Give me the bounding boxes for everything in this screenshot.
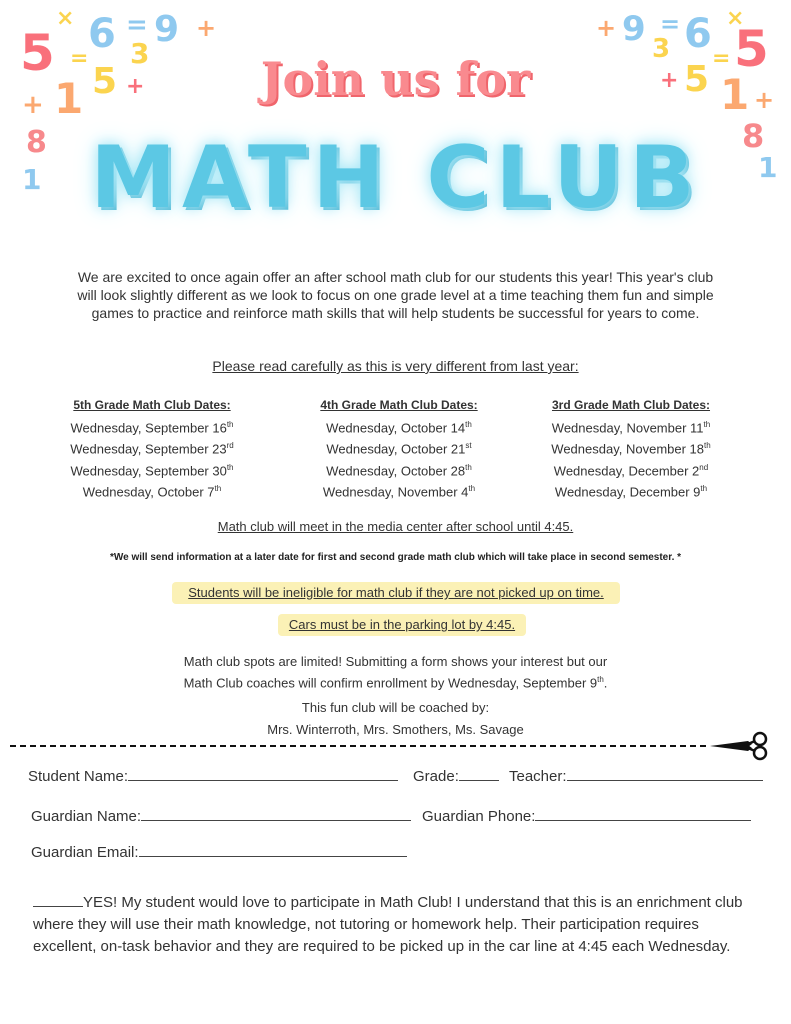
parking-warning: Cars must be in the parking lot by 4:45. bbox=[278, 614, 526, 636]
deco-digit: 5 bbox=[20, 24, 55, 82]
deco-digit: = bbox=[660, 10, 681, 38]
agreement-paragraph bbox=[33, 892, 763, 958]
deco-digit: 5 bbox=[684, 59, 710, 100]
deco-digit: 6 bbox=[684, 11, 712, 57]
schedule-date: Wednesday, September 23rd bbox=[70, 441, 234, 457]
grade-blank[interactable] bbox=[459, 766, 499, 781]
deco-digit: + bbox=[754, 86, 775, 114]
deco-digit: 5 bbox=[734, 20, 769, 78]
pickup-warning: Students will be ineligible for math club if they are not picked up on time. bbox=[172, 582, 620, 604]
coached-by-label: This fun club will be coached by: bbox=[301, 700, 490, 715]
deco-digit: × bbox=[726, 6, 745, 31]
schedule-date: Wednesday, October 14th bbox=[326, 420, 472, 436]
spots-limited bbox=[0, 653, 791, 692]
deco-digit: + bbox=[660, 68, 679, 93]
spots-limited-line2: Math Club coaches will confirm enrollment by Wednesday, September 9th. bbox=[183, 675, 608, 691]
guardian-name-field[interactable] bbox=[31, 806, 411, 825]
schedule-date: Wednesday, November 11th bbox=[551, 420, 711, 436]
schedule-date: Wednesday, November 4th bbox=[322, 483, 476, 500]
agreement-initial-blank[interactable] bbox=[33, 892, 83, 907]
guardian-name-label: Guardian Name: bbox=[31, 808, 142, 825]
guardian-phone-label: Guardian Phone: bbox=[422, 808, 536, 825]
guardian-email-blank[interactable] bbox=[139, 842, 407, 857]
coaches-names: Mrs. Winterroth, Mrs. Smothers, Ms. Savage bbox=[267, 722, 524, 737]
grade-field[interactable] bbox=[413, 766, 499, 785]
deco-digit: 8 bbox=[742, 117, 765, 155]
title-join-us: Join us for bbox=[260, 52, 531, 106]
guardian-email-label: Guardian Email: bbox=[31, 844, 139, 861]
spots-limited-line1: Math club spots are limited! Submitting a form shows your interest but our bbox=[183, 654, 608, 669]
guardian-email-field[interactable] bbox=[31, 842, 407, 861]
deco-digit: 5 bbox=[92, 61, 118, 102]
schedule-heading: 4th Grade Math Club Dates: bbox=[320, 398, 478, 412]
schedule-date: Wednesday, October 28th bbox=[326, 462, 472, 478]
schedule-date: Wednesday, October 7th bbox=[82, 483, 222, 500]
schedule-date: Wednesday, December 9th bbox=[554, 483, 708, 500]
please-read-note: Please read carefully as this is very different from last year: bbox=[212, 358, 579, 374]
scissors-icon bbox=[708, 731, 772, 761]
title-math-club: MATH CLUB bbox=[90, 128, 701, 228]
deco-digit: = bbox=[712, 46, 731, 71]
deco-digit: 1 bbox=[22, 163, 42, 196]
deco-digit: 9 bbox=[154, 9, 180, 50]
teacher-blank[interactable] bbox=[567, 766, 763, 781]
student-name-label: Student Name: bbox=[28, 768, 129, 785]
deco-digit: 3 bbox=[130, 37, 150, 70]
schedule-date: Wednesday, December 2nd bbox=[553, 462, 709, 478]
semester-note: *We will send information at a later date for first and second grade math club which will take place in second semester. * bbox=[109, 552, 682, 563]
student-name-field[interactable] bbox=[28, 766, 398, 785]
student-name-blank[interactable] bbox=[128, 766, 398, 781]
schedule-4th-grade bbox=[310, 398, 488, 501]
schedule-heading: 3rd Grade Math Club Dates: bbox=[551, 398, 711, 412]
meeting-location: Math club will meet in the media center after school until 4:45. bbox=[217, 519, 574, 534]
guardian-name-blank[interactable] bbox=[141, 806, 411, 821]
schedule-5th-grade bbox=[62, 398, 242, 501]
teacher-field[interactable] bbox=[509, 766, 763, 785]
teacher-label: Teacher: bbox=[509, 768, 567, 785]
schedule-3rd-grade bbox=[540, 398, 722, 501]
deco-digit: + bbox=[126, 74, 145, 99]
schedule-date: Wednesday, November 18th bbox=[551, 441, 711, 457]
schedule-date: Wednesday, September 16th bbox=[70, 420, 234, 436]
deco-digit: 6 bbox=[88, 11, 116, 57]
deco-digit: + bbox=[22, 90, 44, 120]
grade-label: Grade: bbox=[413, 768, 459, 785]
agreement-text: YES! My student would love to participate in Math Club! I understand that this is an enrichment club where they will use their math knowledge, not tutoring or homework help. Their participation requires excellent, on-task behavior and they are required to be picked up in the car line at 4:45 each Wednesday. bbox=[33, 894, 743, 955]
deco-digit: 9 bbox=[622, 9, 646, 49]
deco-digit: 1 bbox=[758, 151, 778, 184]
deco-digit: + bbox=[596, 14, 617, 42]
deco-digit: 3 bbox=[652, 34, 671, 64]
coaches-section bbox=[0, 697, 791, 741]
deco-digit: 1 bbox=[720, 70, 750, 119]
guardian-phone-blank[interactable] bbox=[535, 806, 751, 821]
intro-paragraph: We are excited to once again offer an after school math club for our students this year! This year's club will look slightly different as we look to focus on one grade level at a time teaching them fun and simple games to practice and reinforce math skills that will help students be successful for years to come. bbox=[77, 269, 714, 321]
guardian-phone-field[interactable] bbox=[422, 806, 751, 825]
schedule-date: Wednesday, October 21st bbox=[326, 441, 472, 457]
deco-digit: 1 bbox=[54, 74, 84, 123]
deco-digit: + bbox=[196, 14, 217, 42]
schedule-heading: 5th Grade Math Club Dates: bbox=[73, 398, 231, 412]
deco-digit: = bbox=[70, 46, 89, 71]
deco-digit: = bbox=[126, 10, 148, 40]
cut-line bbox=[10, 745, 706, 747]
schedule-date: Wednesday, September 30th bbox=[70, 462, 234, 478]
deco-digit: × bbox=[56, 6, 75, 31]
deco-digit: 8 bbox=[26, 125, 47, 160]
